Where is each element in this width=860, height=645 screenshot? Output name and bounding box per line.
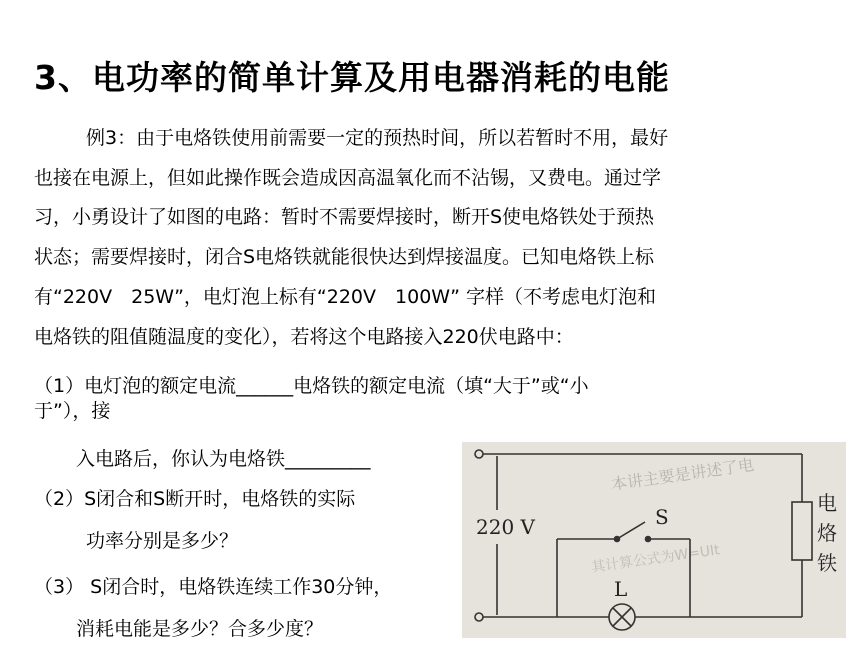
terminal-top (475, 450, 483, 458)
question-line: 功率分别是多少？ (86, 530, 239, 552)
question-line: 入电路后，你认为电烙铁_________ (76, 448, 371, 470)
question-line: （1）电灯泡的额定电流______电烙铁的额定电流（填“大于”或“小 (34, 375, 589, 397)
page-title: 3、电功率的简单计算及用电器消耗的电能 (34, 58, 670, 97)
switch-label: S (655, 505, 669, 529)
question-line: （2）S闭合和S断开时，电烙铁的实际 (34, 488, 356, 510)
paragraph-line: 电烙铁的阻值随温度的变化），若将这个电路接入220伏电路中： (34, 326, 574, 348)
paragraph-line: 习，小勇设计了如图的电路：暂时不需要焊接时，断开S使电烙铁处于预热 (34, 206, 655, 228)
background-text: 其计算公式为W=UIt (590, 542, 721, 576)
iron-label-char: 烙 (817, 521, 837, 545)
lamp-label: L (614, 577, 628, 601)
question-line: 消耗电能是多少？合多少度？ (76, 618, 324, 640)
iron-label-char: 铁 (817, 551, 837, 575)
paragraph-line: 状态；需要焊接时，闭合S电烙铁就能很快达到焊接温度。已知电烙铁上标 (34, 246, 655, 268)
voltage-label: 220 V (476, 515, 535, 539)
iron-label-char: 电 (817, 491, 837, 515)
question-line: （3） S闭合时，电烙铁连续工作30分钟， (34, 576, 393, 598)
circuit-diagram (462, 442, 846, 638)
resistor-iron (792, 502, 812, 560)
paragraph-line: 例3：由于电烙铁使用前需要一定的预热时间，所以若暂时不用，最好 (86, 127, 669, 149)
circuit-svg (462, 442, 846, 638)
paragraph-line: 也接在电源上，但如此操作既会造成因高温氧化而不沾锡，又费电。通过学 (34, 167, 662, 189)
question-line: 于”），接 (34, 400, 111, 422)
terminal-bottom (475, 613, 483, 621)
switch-blade (617, 522, 645, 539)
paragraph-line: 有“220V 25W”，电灯泡上标有“220V 100W” 字样（不考虑电灯泡和 (34, 286, 656, 308)
background-text: 本讲主要是讲述了电 (609, 455, 756, 494)
